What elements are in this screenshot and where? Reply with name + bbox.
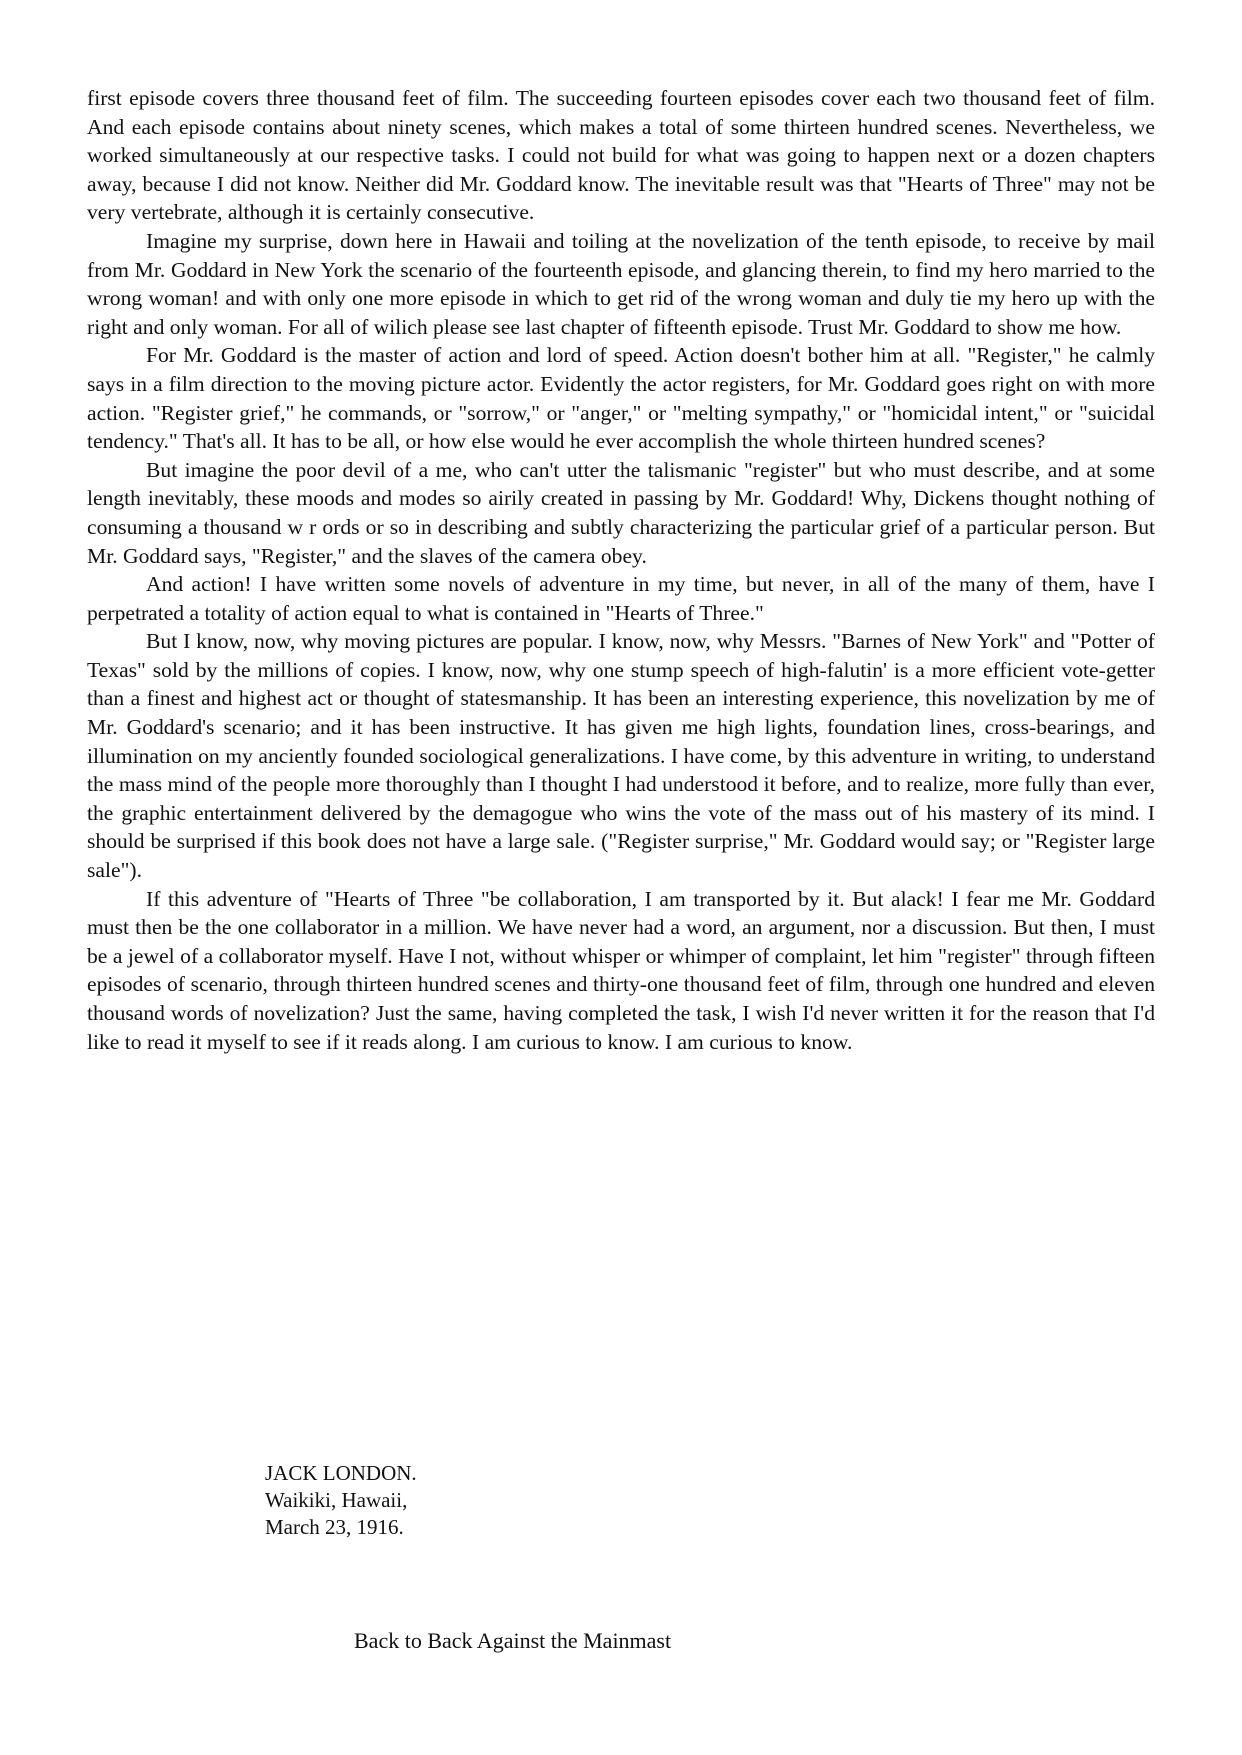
- paragraph-2: Imagine my surprise, down here in Hawaii and toiling at the novelization of the tenth episode, to receive by mail from Mr. Goddard in New York the scenario of the fourteenth episode, and glancing therein, to find my hero married to the wrong woman! and with only one more episode in which to get rid of the wrong woman and duly tie my hero up with the right and only woman. For all of wilich please see last chapter of fifteenth episode. Trust Mr. Goddard to show me how.: [87, 228, 1155, 339]
- signature-place: Waikiki, Hawaii,: [265, 1488, 408, 1512]
- author-name: JACK LONDON.: [265, 1461, 417, 1485]
- paragraph-5: And action! I have written some novels of adventure in my time, but never, in all of the many of them, have I perpetrated a totality of action equal to what is contained in "Hearts of Three.": [87, 572, 1155, 625]
- paragraph-3: For Mr. Goddard is the master of action and lord of speed. Action doesn't bother him at all. "Register," he calmly says in a film direction to the moving picture actor. Evidently the actor registers, for Mr. Goddard goes right on with more action. "Register grief," he commands, or "sorrow," or "anger," or "melting sympathy," or "homicidal intent," or "suicidal tendency." That's all. It has to be all, or how else would he ever accomplish the whole thirteen hundred scenes?: [87, 343, 1155, 454]
- paragraph-7: If this adventure of "Hearts of Three "be collaboration, I am transported by it. But alack! I fear me Mr. Goddard must then be the one collaborator in a million. We have never had a word, an argument, nor a discussion. But then, I must be a jewel of a collaborator myself. Have I not, without whisper or whimper of complaint, let him "register" through fifteen episodes of scenario, through thirteen hundred scenes and thirty-one thousand feet of film, through one hundred and eleven thousand words of novelization? Just the same, having completed the task, I wish I'd never written it for the reason that I'd like to read it myself to see if it reads along. I am curious to know. I am curious to know.: [87, 886, 1155, 1054]
- signature-date: March 23, 1916.: [265, 1515, 404, 1539]
- signature-block: [265, 1460, 417, 1541]
- body-text: [87, 84, 1155, 1056]
- paragraph-1: first episode covers three thousand feet of film. The succeeding fourteen episodes cover each two thousand feet of film. And each episode contains about ninety scenes, which makes a total of some thirteen hundred scenes. Nevertheless, we worked simultaneously at our respective tasks. I could not build for what was going to happen next or a dozen chapters away, because I did not know. Neither did Mr. Goddard know. The inevitable result was that "Hearts of Three" may not be very vertebrate, although it is certainly consecutive.: [87, 86, 1155, 225]
- back-to-chapter-link[interactable]: Back to Back Against the Mainmast: [354, 1628, 672, 1653]
- paragraph-6: But I know, now, why moving pictures are popular. I know, now, why Messrs. "Barnes of New York" and "Potter of Texas" sold by the millions of copies. I know, now, why one stump speech of high-falutin' is a more efficient vote-getter than a finest and highest act or thought of statesmanship. It has been an interesting experience, this novelization by me of Mr. Goddard's scenario; and it has been instructive. It has given me high lights, foundation lines, cross-bearings, and illumination on my anciently founded sociological generalizations. I have come, by this adventure in writing, to understand the mass mind of the people more thoroughly than I thought I had understood it before, and to realize, more fully than ever, the graphic entertainment delivered by the demagogue who wins the vote of the mass out of his mastery of its mind. I should be surprised if this book does not have a large sale. ("Register surprise," Mr. Goddard would say; or "Register large sale").: [87, 629, 1155, 883]
- paragraph-4: But imagine the poor devil of a me, who can't utter the talismanic "register" but who must describe, and at some length inevitably, these moods and modes so airily created in passing by Mr. Goddard! Why, Dickens thought nothing of consuming a thousand w r ords or so in describing and subtly characterizing the particular grief of a particular person. But Mr. Goddard says, "Register," and the slaves of the camera obey.: [87, 457, 1155, 568]
